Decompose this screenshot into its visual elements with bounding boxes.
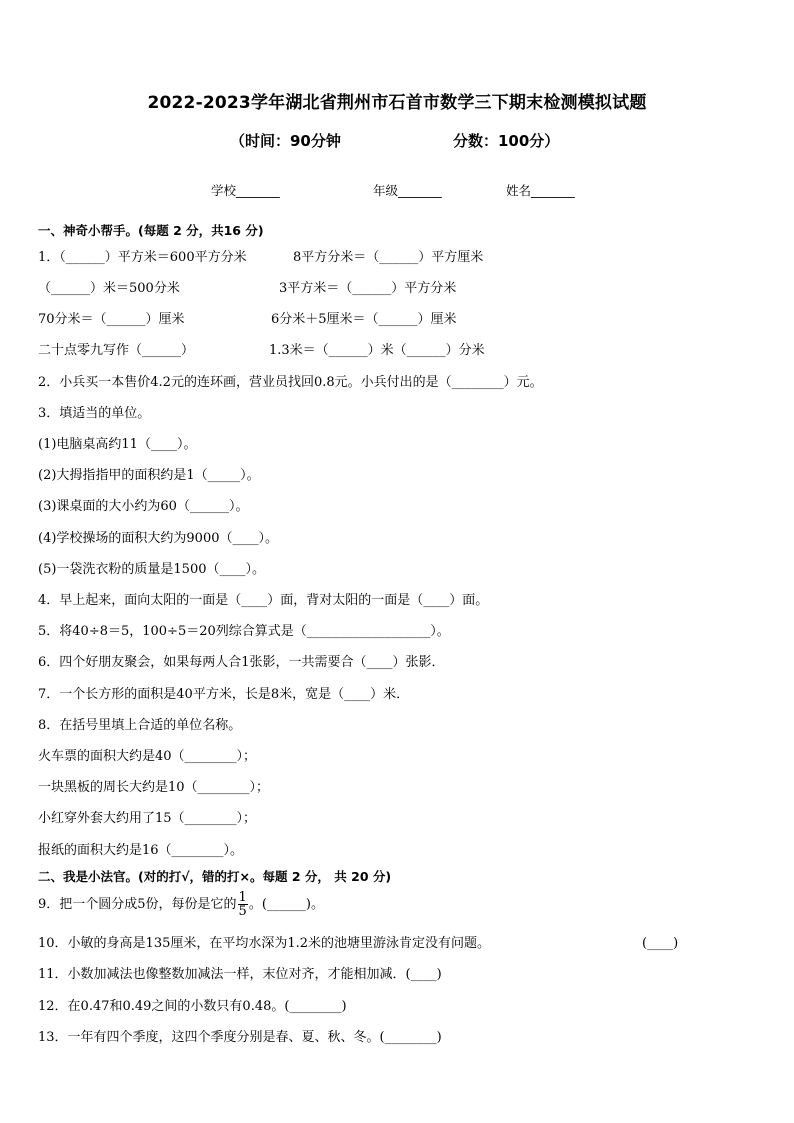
question-9-text: 9．把一个圆分成5份，每份是它的 (38, 897, 237, 912)
question-8-item: 一块黑板的周长大约是10（________）； (38, 780, 270, 795)
section1-heading: 一、神奇小帮手。(每题 2 分，共16 分) (38, 223, 264, 238)
fraction-denominator: 5 (238, 904, 247, 919)
question-9-blank: 。(______)。 (248, 897, 324, 912)
question-4: 4．早上起来，面向太阳的一面是（____）面，背对太阳的一面是（____）面。 (38, 593, 489, 608)
grade-field: 年级_______ (373, 183, 442, 198)
question-3-item: (4)学校操场的面积大约为9000（____）。 (38, 531, 278, 546)
question-5: 5．将40÷8＝5，100÷5＝20列综合算式是（___________________）。 (38, 624, 450, 639)
question-2: 2．小兵买一本售价4.2元的连环画，营业员找回0.8元。小兵付出的是（________）元。 (38, 375, 543, 390)
q1-row4-left: 二十点零九写作（______） (38, 343, 195, 358)
q1-row2-right: 3平方米＝（______）平方分米 (279, 281, 457, 296)
section2-heading: 二、我是小法官。(对的打√，错的打×。每题 2 分， 共 20 分) (38, 869, 392, 884)
question-8-item: 报纸的面积大约是16（________）。 (38, 843, 244, 858)
fraction-numerator: 1 (238, 890, 247, 905)
question-6: 6．四个好朋友聚会，如果每两人合1张影，一共需要合（____）张影． (38, 655, 445, 670)
question-8-item: 小红穿外套大约用了15（________）； (38, 811, 257, 826)
question-12: 12．在0.47和0.49之间的小数只有0.48。(________) (38, 999, 347, 1014)
page-title: 2022-2023学年湖北省荆州市石首市数学三下期末检测模拟试题 (147, 93, 647, 113)
q1-row2-left: （______）米＝500分米 (38, 281, 180, 296)
exam-score: 分数：100分） (453, 132, 560, 150)
question-10: 10．小敏的身高是135厘米，在平均水深为1.2米的池塘里游泳肯定没有问题。 (38, 936, 491, 951)
q1-row1-left: 1．（______）平方米＝600平方分米 (38, 250, 247, 265)
q1-row3-left: 70分米＝（______）厘米 (38, 312, 185, 327)
question-3-item: (3)课桌面的大小约为60（______）。 (38, 499, 249, 514)
question-11: 11．小数加减法也像整数加减法一样，末位对齐，才能相加减．(____) (38, 967, 442, 982)
question-3-item: (5)一袋洗衣粉的质量是1500（____）。 (38, 562, 265, 577)
question-3-stem: 3．填适当的单位。 (38, 406, 151, 421)
question-8-stem: 8．在括号里填上合适的单位名称。 (38, 718, 242, 733)
question-3-item: (2)大拇指指甲的面积约是1（_____）。 (38, 468, 260, 483)
q1-row4-right: 1.3米＝（______）米（______）分米 (269, 343, 485, 358)
question-9 (38, 890, 324, 920)
question-13: 13．一年有四个季度，这四个季度分别是春、夏、秋、冬。(________) (38, 1030, 442, 1045)
q1-row1-right: 8平方分米＝（______）平方厘米 (293, 250, 484, 265)
school-field: 学校_______ (211, 183, 280, 198)
question-7: 7．一个长方形的面积是40平方米，长是8米，宽是（____）米． (38, 687, 410, 702)
name-field: 姓名_______ (506, 183, 575, 198)
fraction (238, 891, 248, 918)
question-10-blank: (____) (642, 936, 679, 951)
question-3-item: (1)电脑桌高约11（____）。 (38, 437, 197, 452)
question-8-item: 火车票的面积大约是40（________）； (38, 749, 257, 764)
q1-row3-right: 6分米＋5厘米＝（______）厘米 (271, 312, 457, 327)
exam-time: （时间：90分钟 (230, 132, 341, 150)
